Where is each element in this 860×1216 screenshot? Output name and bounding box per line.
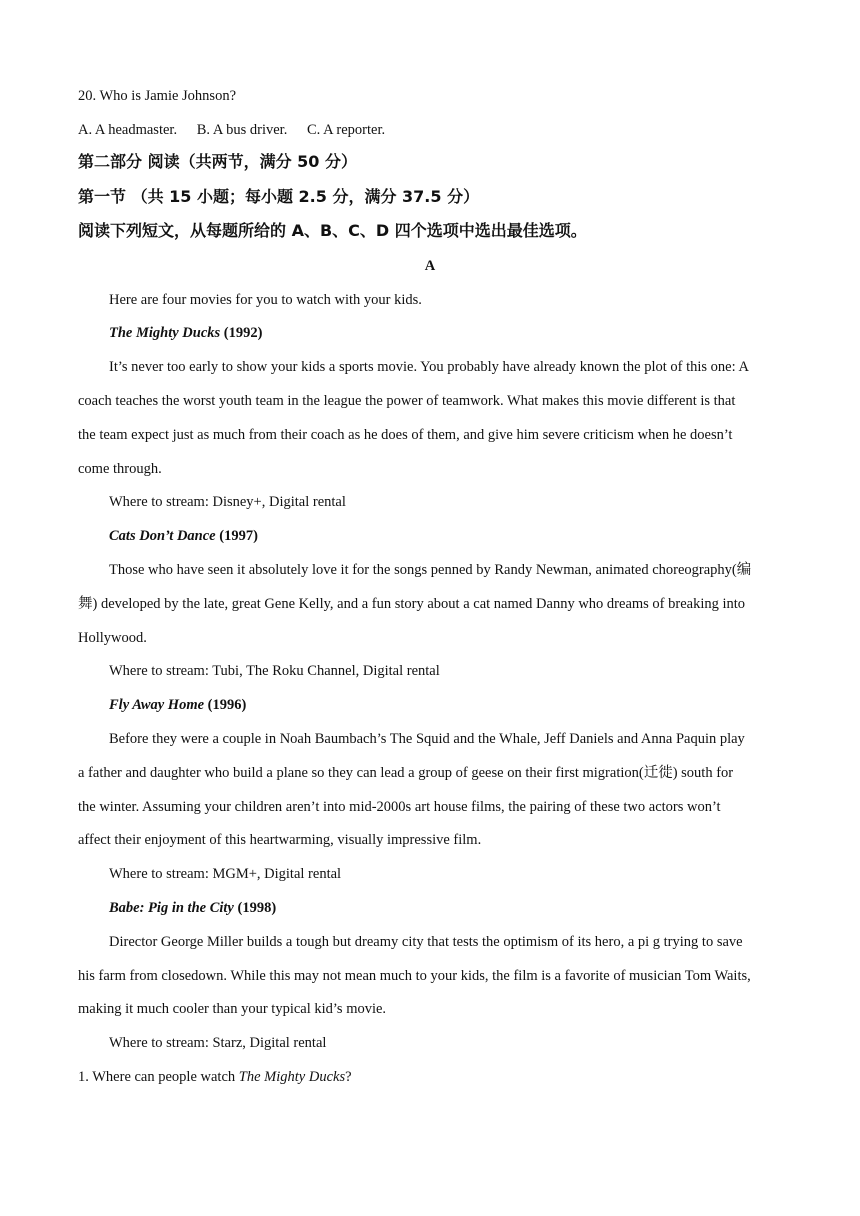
paragraph-line: Those who have seen it absolutely love it for the songs penned by Randy Newman, animated choreography(编: [109, 562, 752, 578]
paragraph-line: Director George Miller builds a tough but dreamy city that tests the optimism of its hero, a pi g trying to save: [109, 934, 743, 950]
paragraph-line: his farm from closedown. While this may not mean much to your kids, the film is a favorite of musician Tom Waits,: [78, 968, 751, 984]
movie-name: Babe: Pig in the City: [109, 900, 234, 916]
movie-year: (1992): [220, 325, 263, 341]
movie-name: Fly Away Home: [109, 697, 205, 713]
movie-year: (1996): [204, 697, 247, 713]
paragraph-line: a father and daughter who build a plane so they can lead a group of geese on their first migration(迁徙) south for: [78, 765, 734, 781]
part-heading: 第二部分 阅读（共两节，满分 50 分）: [78, 152, 357, 171]
question-1-stem: [78, 1067, 782, 1087]
section-heading: 第一节 （共 15 小题；每小题 2.5 分，满分 37.5 分）: [78, 187, 480, 206]
option-b: B. A bus driver.: [196, 122, 288, 138]
paragraph-line: the winter. Assuming your children aren’t into mid-2000s art house films, the pairing of these two actors won’t: [78, 799, 721, 815]
paragraph-line: Hollywood.: [78, 630, 147, 646]
option-c: C. A reporter.: [306, 122, 386, 138]
movie-year: (1997): [215, 528, 258, 544]
option-a: A. A headmaster.: [78, 122, 178, 138]
question-20-options: [78, 120, 782, 140]
question-20-stem: 20. Who is Jamie Johnson?: [78, 88, 237, 104]
paragraph-line: 舞) developed by the late, great Gene Kelly, and a fun story about a cat named Danny who dreams of breaking into: [78, 596, 746, 612]
question-mark: ?: [345, 1069, 352, 1085]
movie-title-1: [109, 323, 782, 343]
movie-title-3: [109, 695, 782, 715]
reading-instruction: 阅读下列短文，从每题所给的 A、B、C、D 四个选项中选出最佳选项。: [78, 221, 587, 240]
paragraph-line: coach teaches the worst youth team in the league the power of teamwork. What makes this movie different is that: [78, 393, 736, 409]
paragraph-line: making it much cooler than your typical kid’s movie.: [78, 1001, 387, 1017]
question-movie-title: The Mighty Ducks: [238, 1069, 346, 1085]
movie-year: (1998): [233, 900, 277, 916]
movie-title-4: [109, 898, 782, 918]
passage-letter: A: [424, 258, 436, 274]
stream-info: Where to stream: Disney+, Digital rental: [109, 494, 346, 510]
movie-name: The Mighty Ducks: [109, 325, 221, 341]
movie-title-2: [109, 526, 782, 546]
paragraph-line: come through.: [78, 461, 162, 477]
stream-info: Where to stream: Tubi, The Roku Channel, Digital rental: [109, 663, 440, 679]
paragraph-line: Before they were a couple in Noah Baumbach’s The Squid and the Whale, Jeff Daniels and Anna Paquin play: [109, 731, 745, 747]
paragraph-line: the team expect just as much from their coach as he does of them, and give him severe criticism when he doesn’t: [78, 427, 733, 443]
paragraph-line: It’s never too early to show your kids a sports movie. You probably have already known the plot of this one: A: [109, 359, 749, 375]
paragraph-line: affect their enjoyment of this heartwarming, visually impressive film.: [78, 832, 482, 848]
stream-info: Where to stream: Starz, Digital rental: [109, 1035, 327, 1051]
passage-intro: Here are four movies for you to watch with your kids.: [109, 292, 422, 308]
movie-name: Cats Don’t Dance: [109, 528, 216, 544]
question-text: 1. Where can people watch: [78, 1069, 239, 1085]
stream-info: Where to stream: MGM+, Digital rental: [109, 866, 342, 882]
